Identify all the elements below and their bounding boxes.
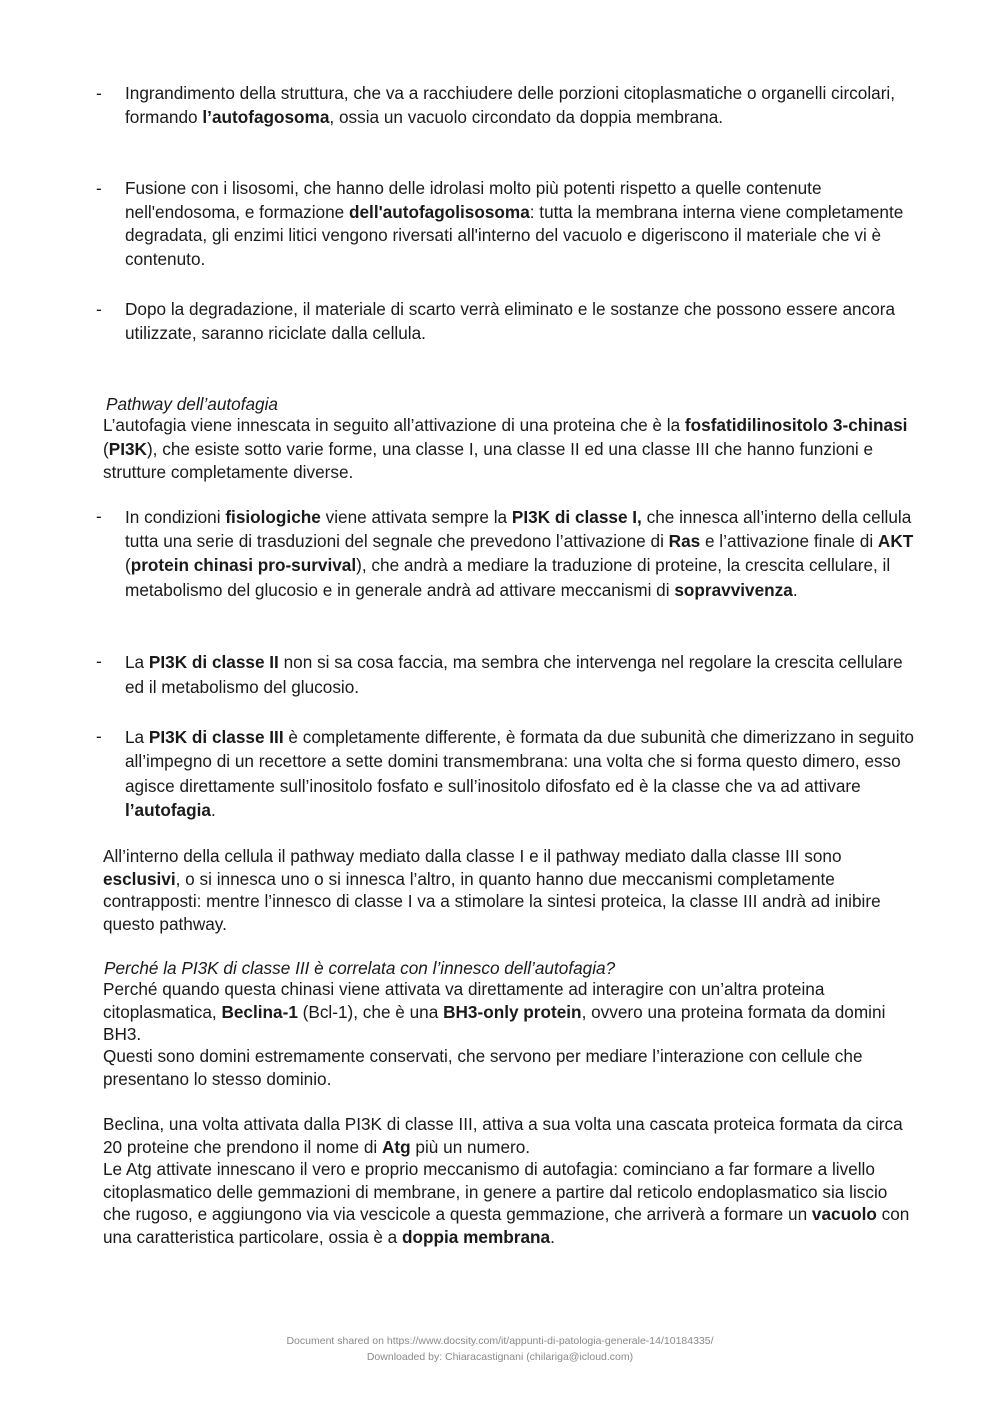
paragraph-atg-cascata (103, 1113, 915, 1158)
text-run: Dopo la degradazione, il materiale di scarto verrà eliminato e le sostanze che possono essere ancora utilizzate, saranno riciclate dalla cellula. (125, 299, 896, 343)
text-run: (Bcl-1), che è una (297, 1001, 444, 1022)
bold-term: dell'autofagolisosoma (348, 201, 530, 222)
bullet-marker: - (96, 299, 102, 319)
section-heading-pathway: Pathway dell’autofagia (106, 394, 278, 414)
text-run: , o si innesca uno o si innesca l’altro, in quanto hanno due meccanismi completamente contrapposti: mentre l’innesco di classe I va a stimolare la sintesi proteica, la classe III andrà ad inibire questo pathway. (103, 868, 881, 934)
text-run: Fusione con i lisosomi, che hanno delle idrolasi molto più potenti rispetto a quelle contenute nell'endosoma, e formazione (125, 178, 822, 222)
bullet-classe-iii (125, 725, 915, 822)
text-run: All’interno della cellula il pathway mediato dalla classe I e il pathway mediato dalla classe III sono (103, 846, 842, 866)
text-run: viene attivata sempre la (320, 507, 512, 527)
text-run: In condizioni (125, 507, 226, 527)
text-run: Beclina, una volta attivata dalla PI3K di classe III, attiva a sua volta una cascata proteica formata da circa 20 proteine che prendono il nome di (103, 1114, 903, 1157)
text-run: , ovvero una proteina formata da domini BH3. (103, 1001, 886, 1044)
text-run: . (210, 799, 216, 820)
text-run: Ingrandimento della struttura, che va a racchiudere delle porzioni citoplasmatiche o organelli circolari, formando (125, 83, 896, 127)
text-run: L’autofagia viene innescata in seguito all’attivazione di una proteina che è la (103, 415, 685, 435)
footer-shared-url: Document shared on https://www.docsity.com/it/appunti-di-patologia-generale-14/10184335/ (286, 1335, 714, 1347)
text-run: Le Atg attivate innescano il vero e proprio meccanismo di autofagia: cominciano a far formare a livello citoplasmatico delle gemmazioni di membrane, in genere a partire dal reticolo endoplasmatico sia liscio che rugoso, e aggiungono via via vescicole a questa gemmazione, che arriverà a formare un (103, 1159, 888, 1225)
text-run: . (792, 579, 798, 600)
text-run: La (125, 727, 149, 747)
bullet-marker: - (96, 83, 102, 103)
bold-term: fosfatidilinositolo 3-chinasi (684, 415, 908, 435)
bullet-marker: - (96, 651, 102, 671)
bullet-marker: - (96, 506, 102, 526)
bold-term: l’autofagia (125, 799, 211, 820)
bullet-classe-i (125, 505, 915, 602)
text-run: con una caratteristica particolare, ossia è a (103, 1204, 910, 1247)
text-run: e l’attivazione finale di (700, 531, 878, 552)
text-run: ), che andrà a mediare la traduzione di proteine, la crescita cellulare, il metabolismo del glucosio e in generale andrà ad attivare meccanismi di (125, 555, 891, 600)
bold-term: PI3K (108, 438, 147, 459)
bold-term: Atg (382, 1136, 411, 1157)
bold-term: Beclina-1 (221, 1001, 298, 1022)
bullet-marker: - (96, 178, 102, 198)
text-run: ( (125, 555, 131, 576)
bold-term: sopravvivenza (674, 579, 793, 600)
bullet-autofagolisosoma (125, 177, 915, 271)
footer-downloaded-by: Downloaded by: Chiaracastignani (chilariga@icloud.com) (366, 1351, 634, 1363)
text-run: ), che esiste sotto varie forme, una classe I, una classe II ed una classe III che hanno funzioni e strutture completamente diverse. (103, 438, 874, 482)
section-heading-correlazione: Perché la PI3K di classe III è correlata con l’innesco dell’autofagia? (104, 958, 616, 978)
bold-term: vacuolo (811, 1204, 877, 1225)
bullet-degradazione (125, 298, 915, 345)
bold-term: PI3K di classe I, (511, 507, 642, 527)
paragraph-beclina (103, 978, 915, 1046)
bold-term: BH3-only protein (443, 1001, 582, 1022)
bold-term: PI3K di classe III (148, 727, 284, 747)
paragraph-pi3k-intro (103, 414, 915, 485)
bullet-marker: - (96, 726, 102, 746)
bold-term: AKT (877, 531, 914, 552)
bullet-classe-ii (125, 650, 915, 699)
text-run: . (550, 1226, 555, 1247)
bold-term: doppia membrana (402, 1226, 551, 1247)
bold-term: l’autofagosoma (202, 106, 330, 127)
text-run: Perché quando questa chinasi viene attivata va direttamente ad interagire con un’altra proteina citoplasmatica, (103, 979, 825, 1022)
text-run: , ossia un vacuolo circondato da doppia membrana. (329, 106, 724, 127)
text-run: più un numero. (410, 1136, 531, 1157)
bold-term: esclusivi (103, 868, 176, 889)
text-run: è completamente differente, è formata da due subunità che dimerizzano in seguito all’impegno di un recettore a sette domini transmembrana: una volta che si forma questo dimero, esso agisce direttamente sull’inositolo fosfato e sull’inositolo difosfato ed è la classe che va ad attivare (125, 727, 914, 796)
text-run: non si sa cosa faccia, ma sembra che intervenga nel regolare la crescita cellulare ed il metabolismo del glucosio. (125, 652, 903, 697)
text-run: che innesca all’interno della cellula tutta una serie di trasduzioni del segnale che prevedono l’attivazione di (125, 507, 912, 552)
paragraph-atg-meccanismo (103, 1158, 915, 1248)
bold-term: fisiologiche (225, 507, 321, 527)
text-run: Questi sono domini estremamente conservati, che servono per mediare l’interazione con cellule che presentano lo stesso dominio. (103, 1046, 863, 1089)
text-run: La (125, 652, 149, 672)
bold-term: protein chinasi pro-survival (130, 555, 357, 576)
paragraph-domini (103, 1045, 915, 1090)
bold-term: PI3K di classe II (148, 652, 279, 672)
text-run: ( (103, 438, 109, 459)
bullet-autofagosoma (125, 82, 915, 129)
bold-term: Ras (668, 531, 701, 552)
paragraph-pathway-esclusivi (103, 845, 915, 935)
text-run: : tutta la membrana interna viene completamente degradata, gli enzimi litici vengono riversati all'interno del vacuolo e digeriscono il materiale che vi è contenuto. (125, 201, 904, 269)
